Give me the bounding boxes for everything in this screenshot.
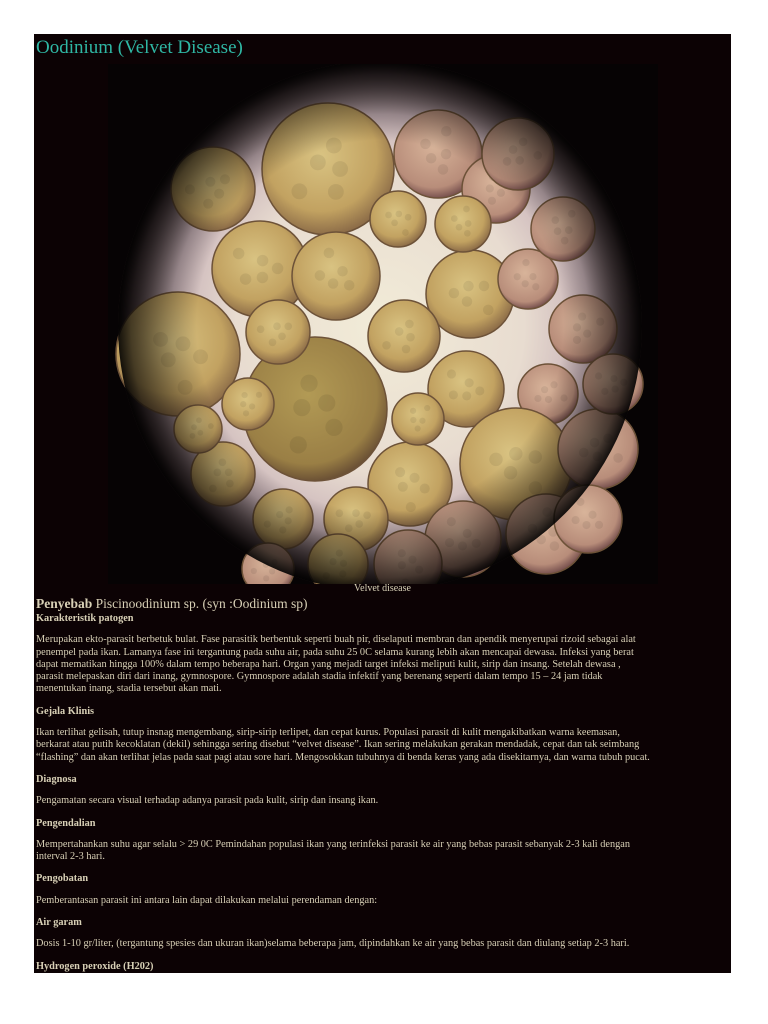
cause-label: Penyebab (36, 596, 93, 611)
velvet-disease-micrograph (108, 64, 658, 584)
paragraph-line: “flashing” dan akan terlihat jelas pada saat pagi atau sore hari. Mengosokkan tubuhnya di benda keras yang ada disekitarnya, dan warna tubuh pucat. (36, 751, 650, 763)
paragraph-line: penempel pada ikan. Lamanya fase ini tergantung pada suhu air, pada suhu 25 0C selama kurang lebih akan mencapai dewasa. Infeksi yang berat (36, 646, 634, 658)
cause-line (36, 596, 308, 612)
page-title: Oodinium (Velvet Disease) (36, 37, 243, 58)
paragraph-line: menentukan inang, stadia tersebut akan mati. (36, 683, 222, 695)
paragraph-line: Dosis 1-10 gr/liter, (tergantung spesies dan ukuran ikan)selama beberapa jam, dipindahkan ke air yang bebas parasit dan diulang setiap 2-3 hari. (36, 938, 630, 950)
cell-granule (588, 511, 596, 519)
paragraph-line: Pengamatan secara visual terhadap adanya parasit pada kulit, sirip dan insang ikan. (36, 795, 379, 807)
paragraph-line: dapat mematikan hingga 100% dalam tempo beberapa hari. Organ yang mejadi target infeksi meliputi kulit, sirip dan insang. Setelah dewasa , (36, 658, 621, 670)
heading-gejala-klinis: Gejala Klinis (36, 705, 95, 717)
heading-karakteristik: Karakteristik patogen (36, 613, 134, 624)
cell-granule (269, 568, 275, 574)
image-caption: Velvet disease (354, 583, 411, 594)
paragraph-line: Mempertahankan suhu agar selalu > 29 0C Pemindahan populasi ikan yang terinfeksi parasit ke air yang bebas parasit sebanyak 2-3 kali dengan (36, 838, 630, 850)
heading-diagnosa: Diagnosa (36, 773, 77, 785)
document-page (34, 34, 731, 973)
heading-air-garam: Air garam (36, 917, 82, 929)
paragraph-line: Merupakan ekto-parasit berbetuk bulat. Fase parasitik berbentuk seperti buah pir, diselaputi membran dan apendik menyerupai rizoid sebagai alat (36, 634, 636, 646)
cell-granule (550, 541, 560, 551)
paragraph-line: Pemberantasan parasit ini antara lain dapat dilakukan melalui perendaman dengan: (36, 894, 378, 906)
heading-pengendalian: Pengendalian (36, 817, 96, 829)
heading-pengobatan: Pengobatan (36, 873, 89, 885)
cell-granule (595, 521, 603, 529)
heading-hydrogen-peroxide: Hydrogen peroxide (H202) (36, 960, 154, 972)
cell-granule (572, 516, 580, 524)
paragraph-line: interval 2-3 hari. (36, 851, 105, 863)
cell-granule (613, 453, 623, 463)
cell-granule (582, 521, 590, 529)
cause-value: Piscinoodinium sp. (syn :Oodinium sp) (95, 596, 308, 611)
paragraph-line: berkarat atau putih kecoklatan (dekil) sehingga sering disebut “velvet disease”. Ikan sering melakukan gerakan mendadak, cepat dan tak seimbang (36, 739, 640, 751)
cell-granule (263, 575, 269, 581)
document-body (36, 613, 728, 973)
cell-granule (251, 568, 257, 574)
paragraph-line: parasit melepaskan diri dari inang, gymnospore. Gymnospore adalah stadia infektif yang berenang seperti dalam tempo 15 – 24 jam tidak (36, 671, 603, 683)
paragraph-line: Ikan terlihat gelisah, tutup insnag mengembang, sirip-sirip terlipet, dan cepat kurus. Populasi parasit di kulit mengakibatkan warna keemasan, (36, 727, 620, 739)
microscope-photo (108, 64, 658, 584)
